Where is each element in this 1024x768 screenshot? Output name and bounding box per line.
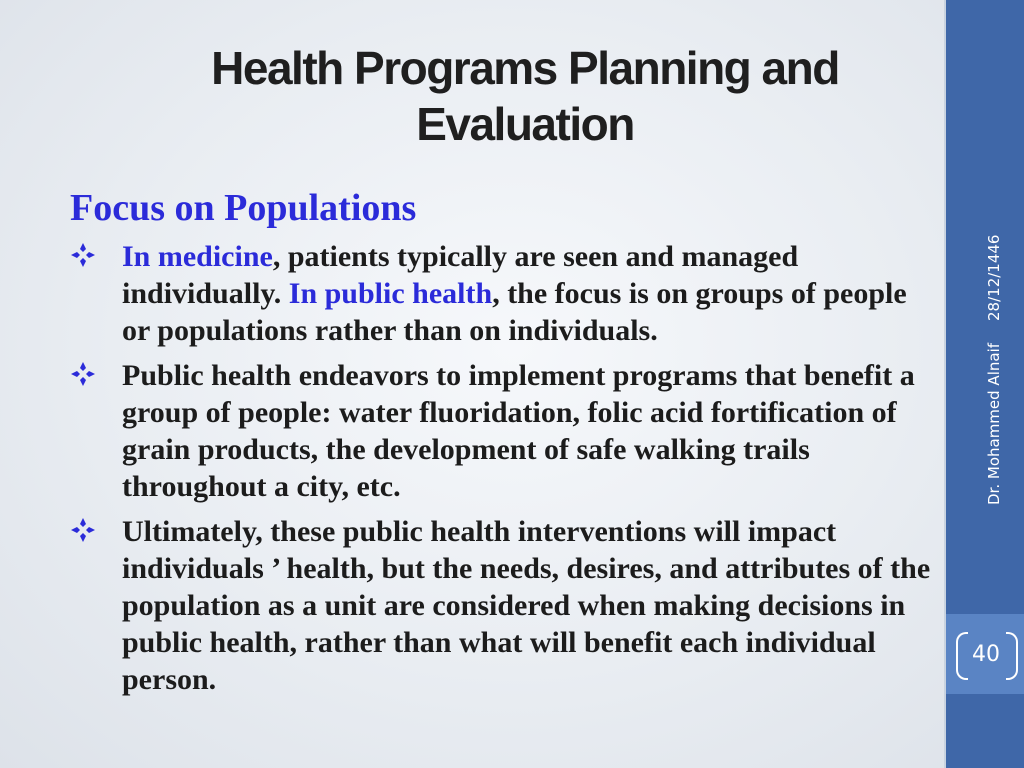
slide-title: [120, 40, 930, 152]
page-number: 40: [972, 641, 1000, 667]
sidebar-footer-text: [985, 235, 1003, 505]
bullet-text: Public health endeavors to implement programs that benefit a group of people: water fluoridation, folic acid fortification of grain products, the development of safe walking trails throughout a city, etc.: [122, 359, 915, 503]
title-line-1: Health Programs Planning and: [211, 42, 839, 94]
slide-date: 28/12/1446: [985, 234, 1003, 321]
author-name: Dr. Mohammed Alnaif: [985, 342, 1003, 505]
bullet-list: [70, 238, 940, 706]
highlight-in-public-health: In public health: [288, 277, 493, 310]
diamond-bullet-icon: [70, 242, 96, 268]
section-subtitle: Focus on Populations: [70, 187, 417, 229]
highlight-in-medicine: In medicine: [122, 240, 273, 273]
bullet-item: [70, 357, 940, 505]
bullet-item: [70, 238, 940, 349]
bullet-item: [70, 513, 940, 698]
diamond-bullet-icon: [70, 361, 96, 387]
diamond-bullet-icon: [70, 517, 96, 543]
bullet-text: Ultimately, these public health interventions will impact individuals ’ health, but the needs, desires, and attributes of the population as a unit are considered when making decisions in public health, rather than what will benefit each individual person.: [122, 515, 931, 696]
bullet-text: , patients typically are seen and managed individually.: [122, 240, 799, 310]
title-line-2: Evaluation: [416, 98, 634, 150]
bullet-text: , the focus is on groups of people or populations rather than on individuals.: [122, 277, 907, 347]
